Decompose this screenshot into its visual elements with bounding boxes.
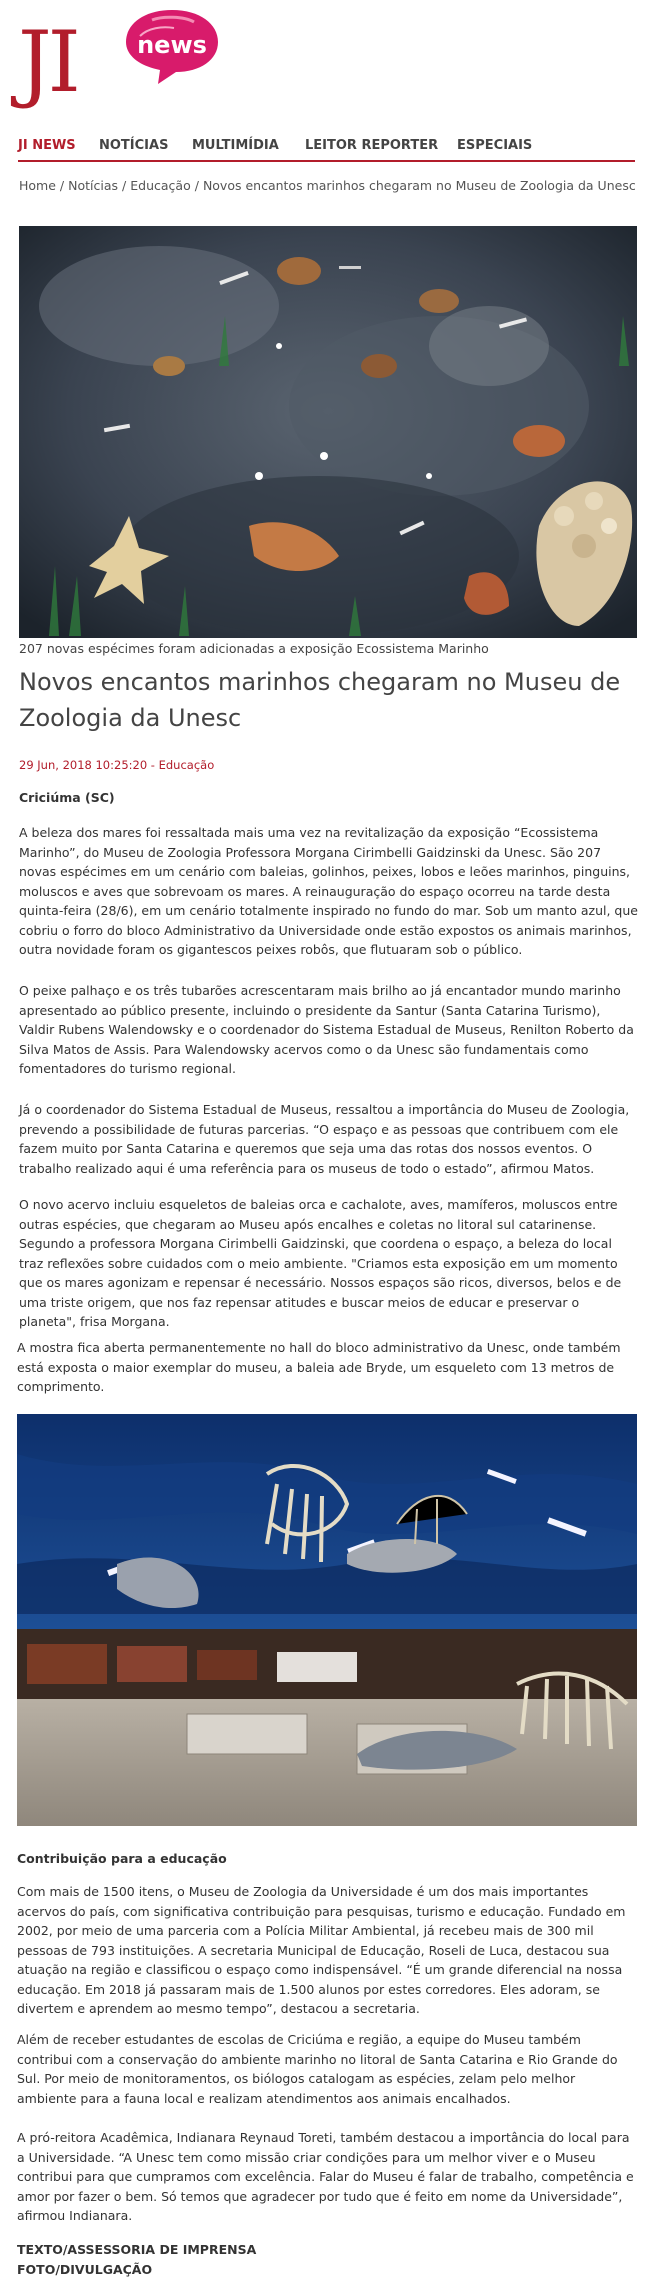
- article-paragraph: Além de receber estudantes de escolas de Criciúma e região, a equipe do Museu também contribui com a conservação do ambiente marinho no litoral de Santa Catarina e Rio Grande do Sul. Por meio de monitoramentos, os biólogos catalogam as espécies, zelam pelo melhor ambiente para a fauna local e realizam atendimentos aos animais encalhados.: [17, 2032, 618, 2106]
- section-subheading: Contribuição para a educação: [17, 1851, 227, 1866]
- credit-photo: FOTO/DIVULGAÇÃO: [17, 2262, 153, 2277]
- article-title: Novos encantos marinhos chegaram no Museu de Zoologia da Unesc: [19, 668, 621, 732]
- article-category[interactable]: Educação: [158, 758, 215, 772]
- marine-exhibit-photo: [19, 226, 637, 638]
- nav-ji-news[interactable]: JI NEWS: [18, 138, 76, 153]
- main-navigation: [18, 134, 635, 162]
- site-logo[interactable]: [18, 6, 228, 124]
- nav-multimidia[interactable]: MULTIMÍDIA: [192, 138, 279, 153]
- credit-text: TEXTO/ASSESSORIA DE IMPRENSA: [17, 2242, 257, 2257]
- article-place: Criciúma (SC): [19, 790, 115, 805]
- article-paragraph: O peixe palhaço e os três tubarões acrescentaram mais brilho ao já encantador mundo marinho apresentado ao público presente, incluindo o presidente da Santur (Santa Catarina Turismo), Valdir Rubens Walendowsky e o coordenador do Sistema Estadual de Museus, Renilton Roberto da Silva Matos de Assis. Para Walendowsky acervos como o da Unesc são fundamentais como fomentadores do turismo regional.: [19, 983, 634, 1076]
- article-paragraph: A mostra fica aberta permanentemente no hall do bloco administrativo da Unesc, onde também está exposta o maior exemplar do museu, a baleia ade Bryde, um esqueleto com 13 metros de comprimento.: [17, 1340, 621, 1394]
- article-paragraph: A beleza dos mares foi ressaltada mais uma vez na revitalização da exposição “Ecossistema Marinho”, do Museu de Zoologia Professora Morgana Cirimbelli Gaidzinski da Unesc. São 207 novas espécimes em um cenário com baleias, golinhos, peixes, lobos e leões marinhos, pinguins, moluscos e aves que sobrevoam os mares. A reinauguração do espaço ocorreu na tarde desta quinta-feira (28/6), em um cenário totalmente inspirado no fundo do mar. Sob um manto azul, que cobriu o forro do bloco Administrativo da Universidade onde estão expostos os animais marinhos, outra novidade foram os gigantescos peixes robôs, que flutuaram sob o público.: [19, 825, 638, 957]
- logo-ji-text: JI: [18, 13, 77, 111]
- breadcrumb-home[interactable]: Home: [19, 178, 56, 193]
- article-paragraph: Com mais de 1500 itens, o Museu de Zoologia da Universidade é um dos mais importantes acervos do país, com significativa contribuição para pesquisas, turismo e educação. Fundado em 2002, por meio de uma parceria com a Polícia Militar Ambiental, já recebeu mais de 300 mil pessoas de 793 instituições. A secretaria Municipal de Educação, Roseli de Luca, destacou sua atuação na região e classificou o espaço como indispensável. “É um grande diferencial na nossa educação. Em 2018 já passaram mais de 1.500 alunos por estes corredores. Eles adoram, se divertem e aprendem ao mesmo tempo”, destacou a secretaria.: [17, 1884, 626, 2016]
- breadcrumb-noticias[interactable]: Notícias: [68, 178, 119, 193]
- article-paragraph: A pró-reitora Acadêmica, Indianara Reynaud Toreti, também destacou a importância do local para a Universidade. “A Unesc tem como missão criar condições para um melhor viver e o Museu contribui para que cumpramos com excelência. Falar do Museu é falar de trabalho, competência e amor por fazer o bem. Só temos que agradecer por tudo que é feito em nome da Universidade”, afirmou Indianara.: [17, 2130, 634, 2223]
- breadcrumb: Home / Notícias / Educação / Novos encantos marinhos chegaram no Museu de Zoologia da Unesc: [19, 178, 636, 193]
- article-dateline: 29 Jun, 2018 10:25:20 - Educação: [19, 758, 215, 772]
- breadcrumb-educacao[interactable]: Educação: [130, 178, 191, 193]
- article-datetime: 29 Jun, 2018 10:25:20: [19, 758, 148, 772]
- nav-especiais[interactable]: ESPECIAIS: [457, 138, 533, 153]
- article-paragraph: Já o coordenador do Sistema Estadual de Museus, ressaltou a importância do Museu de Zoologia, prevendo a possibilidade de futuras parcerias. “O espaço e as pessoas que contribuem com ele fazem muito por Santa Catarina e queremos que seja uma das rotas dos nossos eventos. O trabalho realizado aqui é uma referência para os museus de todo o estado”, afirmou Matos.: [19, 1102, 630, 1176]
- article-paragraph: O novo acervo incluiu esqueletos de baleias orca e cachalote, aves, mamíferos, moluscos entre outras espécies, que chegaram ao Museu após encalhes e coletas no litoral sul catarinense. Segundo a professora Morgana Cirimbelli Gaidzinski, que coordena o espaço, a beleza do local traz reflexões sobre cuidados com o meio ambiente. "Criamos esta exposição em um momento que os mares agonizam e repensar é necessário. Nossos espaços são ricos, diversos, belos e de uma triste origem, que nos faz repensar atitudes e buscar meios de educar e preservar o planeta", frisa Morgana.: [19, 1197, 622, 1329]
- image-caption: 207 novas espécimes foram adicionadas a exposição Ecossistema Marinho: [19, 641, 489, 656]
- nav-noticias[interactable]: NOTÍCIAS: [99, 138, 169, 153]
- breadcrumb-current: Novos encantos marinhos chegaram no Museu de Zoologia da Unesc: [202, 178, 636, 193]
- logo-news-bubble: [122, 6, 222, 86]
- logo-news-text: news: [137, 31, 207, 59]
- nav-leitor-reporter[interactable]: LEITOR REPORTER: [305, 138, 439, 153]
- museum-hall-photo: [17, 1414, 637, 1826]
